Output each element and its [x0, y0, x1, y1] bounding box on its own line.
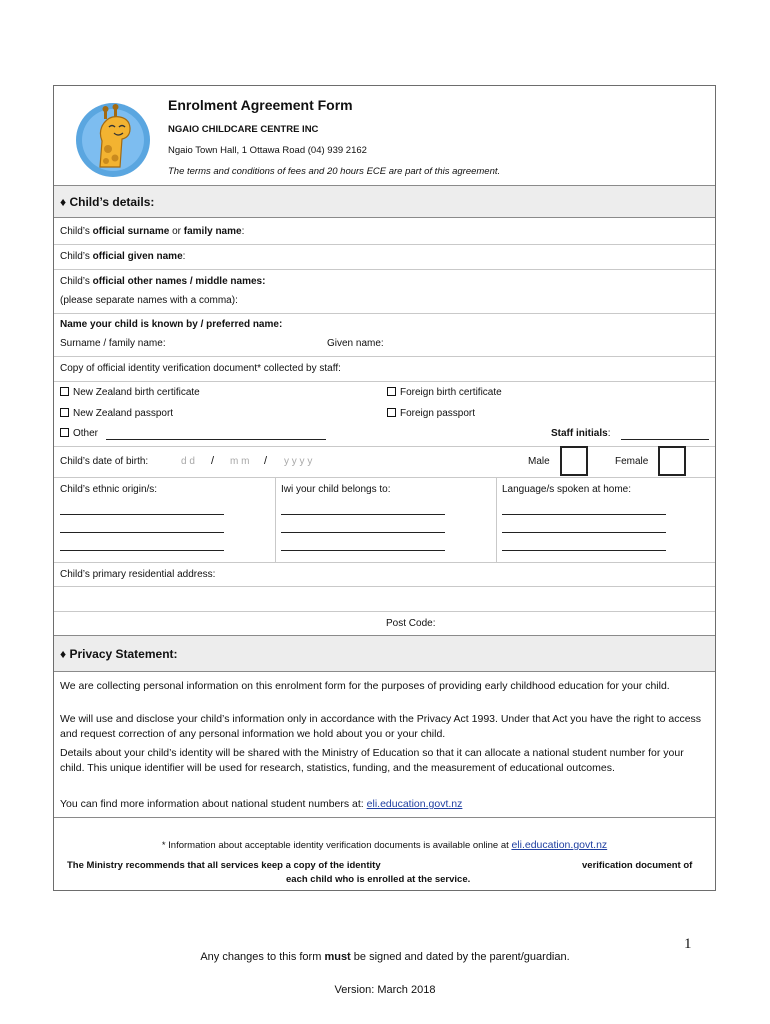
- privacy-paragraph-1: We are collecting personal information on this enrolment form for the purposes of providing early childhood education for your child.: [60, 680, 670, 692]
- other-document-blank[interactable]: [106, 439, 326, 440]
- form-title: Enrolment Agreement Form: [168, 97, 353, 113]
- dob-year-field[interactable]: y y y y: [284, 456, 313, 467]
- other-names-field-label[interactable]: Child’s official other names / middle names:: [60, 276, 266, 287]
- post-code-field[interactable]: Post Code:: [386, 618, 436, 629]
- privacy-paragraph-2: We will use and disclose your child’s information only in accordance with the Privacy Act 1993. Under that Act you have the right to access and request correction of any personal information we hold about you or your child.: [60, 713, 702, 740]
- childs-details-heading: Child’s details:: [69, 195, 155, 209]
- privacy-section-header: [54, 635, 715, 672]
- nz-passport-checkbox[interactable]: New Zealand passport: [60, 408, 173, 420]
- iwi-line[interactable]: [281, 532, 445, 533]
- residential-address-label[interactable]: Child’s primary residential address:: [60, 569, 216, 580]
- female-checkbox[interactable]: [658, 446, 686, 476]
- footnote-eli-link[interactable]: eli.education.govt.nz: [511, 839, 608, 851]
- org-address: Ngaio Town Hall, 1 Ottawa Road (04) 939 2162: [168, 145, 367, 156]
- privacy-paragraph-3: Details about your child’s identity will be shared with the Ministry of Education so that it can allocate a national student number for your child. This unique identifier will be used for research, statistics, funding, and the measurement of educational outcomes.: [60, 747, 684, 774]
- footnote-line-2b: verification document of: [582, 860, 693, 871]
- male-label: Male: [528, 456, 550, 467]
- checkbox-icon: [60, 408, 69, 417]
- dob-day-field[interactable]: d d: [181, 456, 195, 467]
- giraffe-logo-icon: [74, 101, 152, 179]
- org-name: NGAIO CHILDCARE CENTRE INC: [168, 124, 319, 135]
- preferred-name-label: Name your child is known by / preferred name:: [60, 319, 283, 330]
- footnote-line-1: * Information about acceptable identity verification documents is available online at eli.education.govt.nz: [161, 839, 608, 851]
- staff-initials-blank[interactable]: [621, 439, 709, 440]
- checkbox-icon: [60, 387, 69, 396]
- privacy-paragraph-4: You can find more information about national student numbers at: eli.education.govt.nz: [60, 798, 463, 810]
- page-number: 1: [684, 936, 692, 952]
- footnote-line-3: each child who is enrolled at the service.: [286, 874, 471, 885]
- enrolment-form: [53, 85, 716, 891]
- privacy-heading: Privacy Statement:: [69, 647, 178, 661]
- iwi-line[interactable]: [281, 514, 445, 515]
- checkbox-icon: [387, 408, 396, 417]
- given-name-field-label[interactable]: Child’s official given name:: [60, 251, 186, 262]
- other-names-note: (please separate names with a comma):: [60, 295, 238, 306]
- checkbox-icon: [60, 428, 69, 437]
- nz-birth-certificate-checkbox[interactable]: New Zealand birth certificate: [60, 387, 200, 399]
- change-notice: Any changes to this form must be signed and dated by the parent/guardian.: [200, 951, 570, 963]
- childs-details-section-header: [54, 185, 715, 218]
- ethnic-origin-label: Child’s ethnic origin/s:: [60, 484, 158, 495]
- dob-label: Child’s date of birth:: [60, 456, 149, 467]
- foreign-passport-checkbox[interactable]: Foreign passport: [387, 408, 475, 420]
- terms-note: The terms and conditions of fees and 20 hours ECE are part of this agreement.: [168, 166, 501, 177]
- eli-link[interactable]: eli.education.govt.nz: [366, 798, 463, 810]
- female-label: Female: [615, 456, 649, 467]
- ethnic-origin-line[interactable]: [60, 550, 224, 551]
- male-checkbox[interactable]: [560, 446, 588, 476]
- iwi-line[interactable]: [281, 550, 445, 551]
- language-label: Language/s spoken at home:: [502, 484, 631, 495]
- language-line[interactable]: [502, 532, 666, 533]
- dob-slash: /: [211, 455, 215, 467]
- other-document-checkbox[interactable]: Other: [60, 428, 98, 440]
- footnote-line-2a: The Ministry recommends that all services keep a copy of the identity: [67, 860, 381, 871]
- staff-initials-label: Staff initials:: [551, 428, 611, 439]
- diamond-icon: ♦: [60, 647, 67, 661]
- language-line[interactable]: [502, 514, 666, 515]
- surname-field-label[interactable]: Child’s official surname or family name:: [60, 226, 245, 237]
- foreign-birth-certificate-checkbox[interactable]: Foreign birth certificate: [387, 387, 502, 399]
- checkbox-icon: [387, 387, 396, 396]
- preferred-given-name-field[interactable]: Given name:: [327, 338, 384, 349]
- dob-slash: /: [264, 455, 268, 467]
- iwi-label: Iwi your child belongs to:: [281, 484, 391, 495]
- id-document-label: Copy of official identity verification document* collected by staff:: [60, 363, 341, 374]
- version-label: Version: March 2018: [334, 984, 436, 996]
- language-line[interactable]: [502, 550, 666, 551]
- preferred-surname-field[interactable]: Surname / family name:: [60, 338, 166, 349]
- dob-month-field[interactable]: m m: [230, 456, 250, 467]
- diamond-icon: ♦: [60, 195, 67, 209]
- ethnic-origin-line[interactable]: [60, 514, 224, 515]
- ethnic-origin-line[interactable]: [60, 532, 224, 533]
